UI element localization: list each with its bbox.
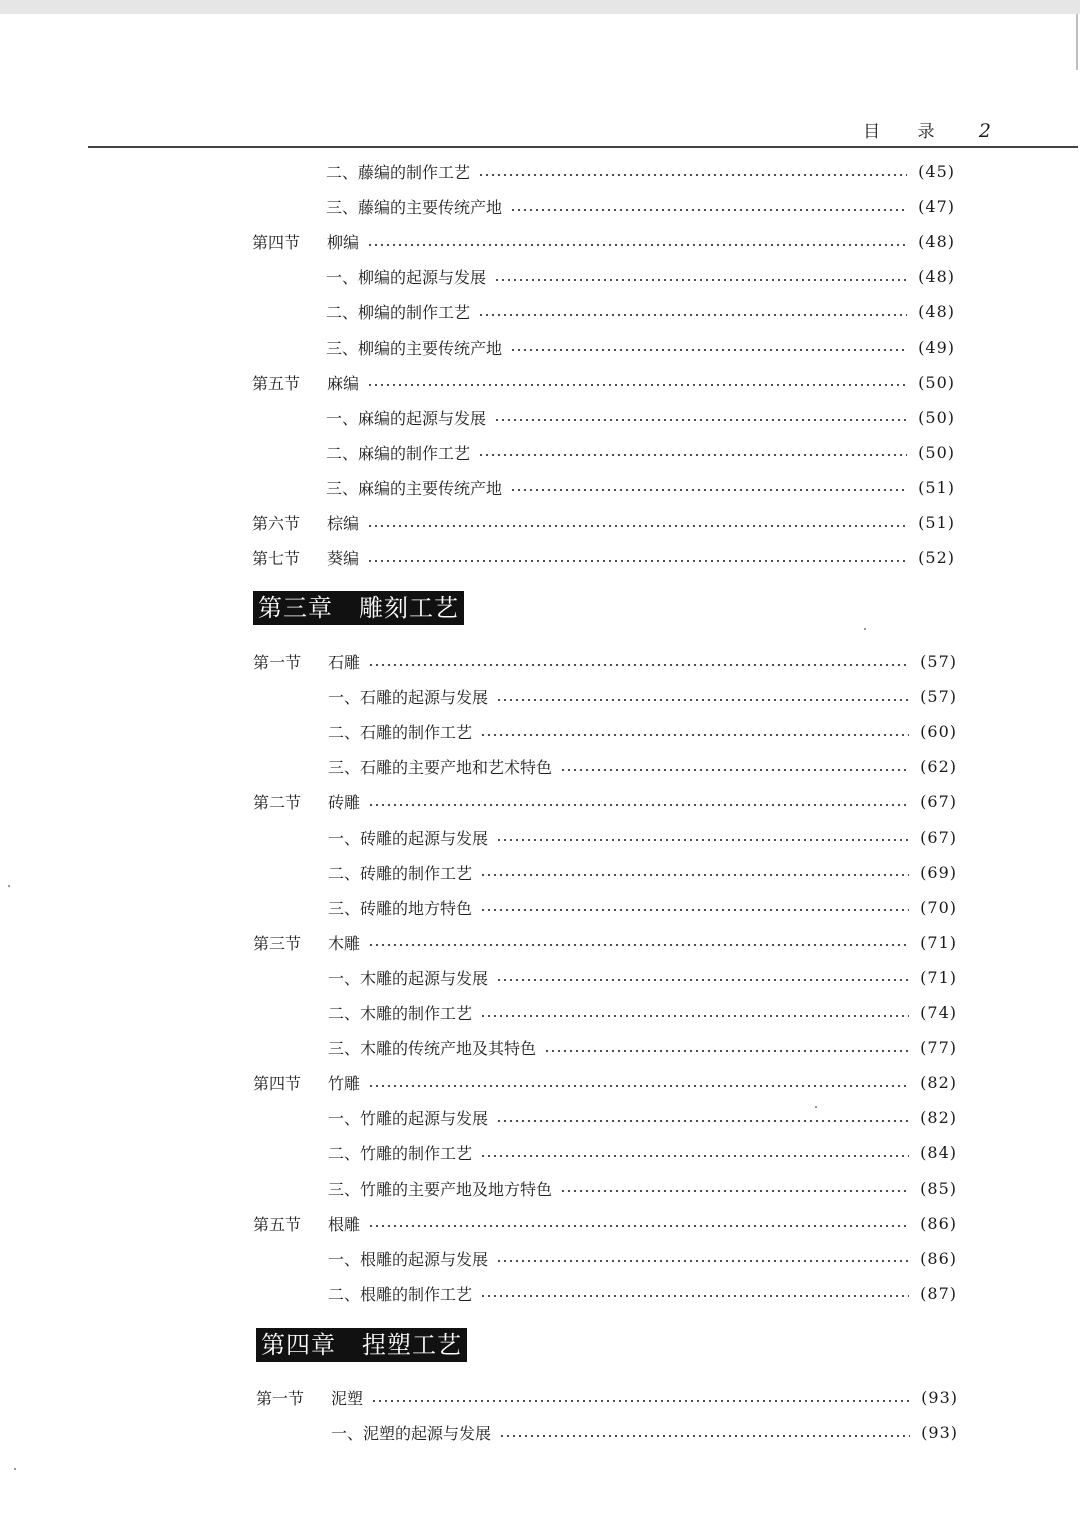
section-number: 第一节 (256, 1389, 305, 1408)
toc-page-number: (48) (918, 302, 955, 322)
toc-subsection-row (328, 714, 957, 749)
toc-title: 三、藤编的主要传统产地 (326, 198, 503, 218)
dot-leader (510, 349, 907, 351)
dot-leader (478, 454, 907, 456)
toc-section-row (253, 784, 957, 819)
toc-label (328, 1247, 496, 1270)
toc-subsection-row (328, 749, 957, 784)
top-bar (0, 0, 1080, 14)
toc-page-number: (84) (920, 1143, 957, 1163)
toc-title: 泥塑 (331, 1389, 364, 1408)
toc-title: 砖雕 (328, 793, 361, 813)
toc-label (253, 931, 368, 954)
toc-title: 一、泥塑的起源与发展 (331, 1424, 492, 1444)
toc-subsection-row (328, 995, 957, 1030)
toc-subsection-row (326, 259, 955, 294)
toc-label (253, 1071, 368, 1094)
toc-label (326, 476, 510, 499)
toc-title: 一、砖雕的起源与发展 (328, 828, 489, 848)
section-number: 第五节 (253, 1214, 302, 1234)
section-number: 第五节 (252, 373, 301, 393)
toc-page-number: (70) (920, 897, 957, 917)
toc-title: 三、木雕的传统产地及其特色 (328, 1039, 537, 1059)
toc-page-number: (86) (920, 1248, 957, 1268)
toc-page-number: (69) (920, 862, 957, 882)
toc-page-number: (62) (920, 757, 957, 777)
toc-label (328, 966, 496, 989)
toc-subsection-row (326, 294, 955, 329)
dot-leader (367, 384, 907, 386)
toc-section-row (256, 1380, 958, 1415)
toc-page-number: (93) (921, 1423, 958, 1443)
dot-leader (499, 1435, 910, 1437)
toc-page-number: (87) (920, 1283, 957, 1303)
dot-leader (371, 1400, 910, 1402)
toc-title: 二、砖雕的制作工艺 (328, 863, 473, 883)
toc-title: 木雕 (328, 933, 361, 953)
toc-label (328, 896, 480, 919)
toc-page-number: (57) (920, 687, 957, 707)
dot-leader (480, 1295, 909, 1297)
toc-page-number: (74) (920, 1003, 957, 1022)
toc-label (331, 1421, 499, 1444)
toc-title: 麻编 (327, 373, 360, 393)
toc-page-number: (93) (921, 1388, 958, 1407)
toc-title: 一、根雕的起源与发展 (328, 1249, 489, 1269)
dot-leader (480, 1155, 909, 1157)
chapter-number: 第四章 (261, 1331, 336, 1359)
toc-page-number: (49) (918, 337, 955, 357)
toc-section-row (253, 644, 957, 679)
dot-leader (480, 734, 909, 736)
dot-leader (478, 314, 907, 316)
toc-title: 三、竹雕的主要产地及地方特色 (328, 1179, 553, 1199)
scan-speck (864, 628, 866, 630)
toc-subsection-row (326, 330, 955, 365)
dot-leader (544, 1050, 909, 1052)
scan-speck (8, 885, 10, 887)
toc-title: 三、石雕的主要产地和艺术特色 (328, 758, 553, 778)
toc-label (253, 1212, 368, 1235)
page-number: 2 (978, 120, 992, 142)
toc-section-row (252, 365, 955, 400)
toc-label (252, 546, 367, 569)
toc-page-number: (71) (920, 967, 957, 987)
section-number: 第二节 (253, 793, 302, 813)
running-header (863, 117, 992, 142)
toc-subsection-row (328, 1030, 957, 1065)
chapter-heading-3 (253, 591, 464, 625)
toc-subsection-row (328, 679, 957, 714)
toc-page-number: (51) (918, 513, 955, 532)
toc-title: 三、麻编的主要传统产地 (326, 478, 503, 498)
toc-label (253, 790, 368, 813)
dot-leader (478, 174, 907, 176)
dot-leader (496, 839, 909, 841)
toc-subsection-row (328, 1276, 957, 1311)
toc-page-number: (77) (920, 1038, 957, 1058)
dot-leader (480, 874, 909, 876)
toc-label (326, 336, 510, 359)
toc-label (328, 720, 480, 743)
toc-subsection-row (328, 890, 957, 925)
toc-section-row (252, 540, 955, 575)
chapter-title: 捏塑工艺 (362, 1331, 462, 1359)
toc-title: 一、麻编的起源与发展 (326, 408, 487, 428)
toc-subsection-row (328, 1135, 957, 1170)
dot-leader (496, 1260, 909, 1262)
dot-leader (496, 1120, 909, 1122)
section-number: 第六节 (252, 514, 301, 533)
toc-page-number: (47) (918, 197, 955, 217)
toc-page-number: (71) (920, 932, 957, 952)
dot-leader (367, 244, 907, 246)
toc-label (328, 861, 480, 884)
toc-page-number: (50) (918, 407, 955, 427)
toc-label (326, 406, 494, 429)
toc-label (328, 1036, 544, 1059)
toc-label (328, 1001, 480, 1024)
toc-page-number: (85) (920, 1178, 957, 1198)
scan-speck (14, 1468, 16, 1470)
section-number: 第四节 (253, 1074, 302, 1094)
toc-title: 一、石雕的起源与发展 (328, 688, 489, 708)
toc-label (328, 1106, 496, 1129)
toc-label (256, 1386, 371, 1409)
dot-leader (510, 489, 907, 491)
dot-leader (367, 560, 907, 562)
scrollbar-edge (1076, 14, 1078, 70)
toc-section-row (253, 925, 957, 960)
toc-subsection-row (328, 1241, 957, 1276)
header-rule (88, 146, 1078, 148)
toc-title: 竹雕 (328, 1074, 361, 1094)
toc-title: 二、根雕的制作工艺 (328, 1284, 473, 1304)
chapter-heading-4 (256, 1328, 467, 1362)
toc-title: 石雕 (328, 653, 361, 672)
toc-title: 三、柳编的主要传统产地 (326, 338, 503, 358)
dot-leader (480, 909, 909, 911)
toc-subsection-row (326, 154, 955, 189)
section-number: 第一节 (253, 653, 302, 672)
toc-title: 二、木雕的制作工艺 (328, 1004, 473, 1023)
toc-page-number: (86) (920, 1213, 957, 1233)
toc-label (328, 826, 496, 849)
dot-leader (560, 769, 909, 771)
dot-leader (368, 804, 909, 806)
toc-title: 一、竹雕的起源与发展 (328, 1109, 489, 1129)
toc-page-number: (60) (920, 722, 957, 742)
header-label: 目 录 (863, 122, 951, 142)
toc-page-number: (48) (918, 232, 955, 252)
toc-subsection-row (328, 1100, 957, 1135)
dot-leader (368, 1085, 909, 1087)
section-number: 第七节 (252, 549, 301, 569)
toc-page-number: (52) (918, 548, 955, 568)
toc-subsection-row (326, 189, 955, 224)
toc-page-number: (50) (918, 372, 955, 392)
toc-subsection-row (328, 855, 957, 890)
toc-label (326, 195, 510, 218)
toc-label (328, 755, 560, 778)
toc-label (252, 230, 367, 253)
toc-page-number: (82) (920, 1108, 957, 1128)
dot-leader (368, 1225, 909, 1227)
dot-leader (494, 419, 907, 421)
toc-subsection-row (326, 435, 955, 470)
dot-leader (496, 979, 909, 981)
toc-title: 二、竹雕的制作工艺 (328, 1144, 473, 1164)
dot-leader (510, 209, 907, 211)
dot-leader (480, 1015, 909, 1017)
toc-label (326, 300, 478, 323)
toc-label (252, 371, 367, 394)
toc-subsection-row (326, 400, 955, 435)
toc-page-number: (45) (918, 162, 955, 181)
toc-title: 棕编 (327, 514, 360, 533)
toc-subsection-row (326, 470, 955, 505)
toc-page-number: (57) (920, 652, 957, 671)
dot-leader (560, 1190, 909, 1192)
toc-label (326, 265, 494, 288)
toc-subsection-row (328, 820, 957, 855)
toc-subsection-row (331, 1415, 958, 1450)
toc-title: 三、砖雕的地方特色 (328, 898, 473, 918)
toc-label (328, 685, 496, 708)
toc-page-number: (82) (920, 1073, 957, 1093)
toc-page-number: (51) (918, 477, 955, 497)
toc-section-row (252, 505, 955, 540)
toc-label (253, 650, 368, 673)
toc-title: 根雕 (328, 1214, 361, 1234)
toc-title: 一、木雕的起源与发展 (328, 968, 489, 988)
section-number: 第四节 (252, 233, 301, 253)
toc-label (252, 511, 367, 534)
toc-section-row (252, 224, 955, 259)
toc-title: 二、麻编的制作工艺 (326, 443, 471, 463)
toc-label (328, 1282, 480, 1305)
toc-title: 二、藤编的制作工艺 (326, 163, 471, 182)
toc-label (328, 1141, 480, 1164)
toc-subsection-row (328, 960, 957, 995)
toc-page-number: (67) (920, 827, 957, 847)
toc-title: 一、柳编的起源与发展 (326, 268, 487, 288)
toc-title: 葵编 (327, 549, 360, 569)
toc-page-number: (67) (920, 792, 957, 812)
chapter-number: 第三章 (258, 594, 333, 622)
toc-title: 二、石雕的制作工艺 (328, 723, 473, 743)
dot-leader (494, 279, 907, 281)
dot-leader (367, 525, 907, 527)
toc-section-row (253, 1206, 957, 1241)
toc-page-number: (50) (918, 442, 955, 462)
dot-leader (368, 664, 909, 666)
dot-leader (368, 944, 909, 946)
toc-subsection-row (328, 1171, 957, 1206)
toc-label (326, 441, 478, 464)
toc-section-row (253, 1065, 957, 1100)
section-number: 第三节 (253, 933, 302, 953)
toc-title: 二、柳编的制作工艺 (326, 303, 471, 323)
toc-title: 柳编 (327, 233, 360, 253)
chapter-title: 雕刻工艺 (359, 594, 459, 622)
toc-label (326, 160, 478, 183)
dot-leader (496, 699, 909, 701)
toc-label (328, 1177, 560, 1200)
toc-page-number: (48) (918, 267, 955, 287)
